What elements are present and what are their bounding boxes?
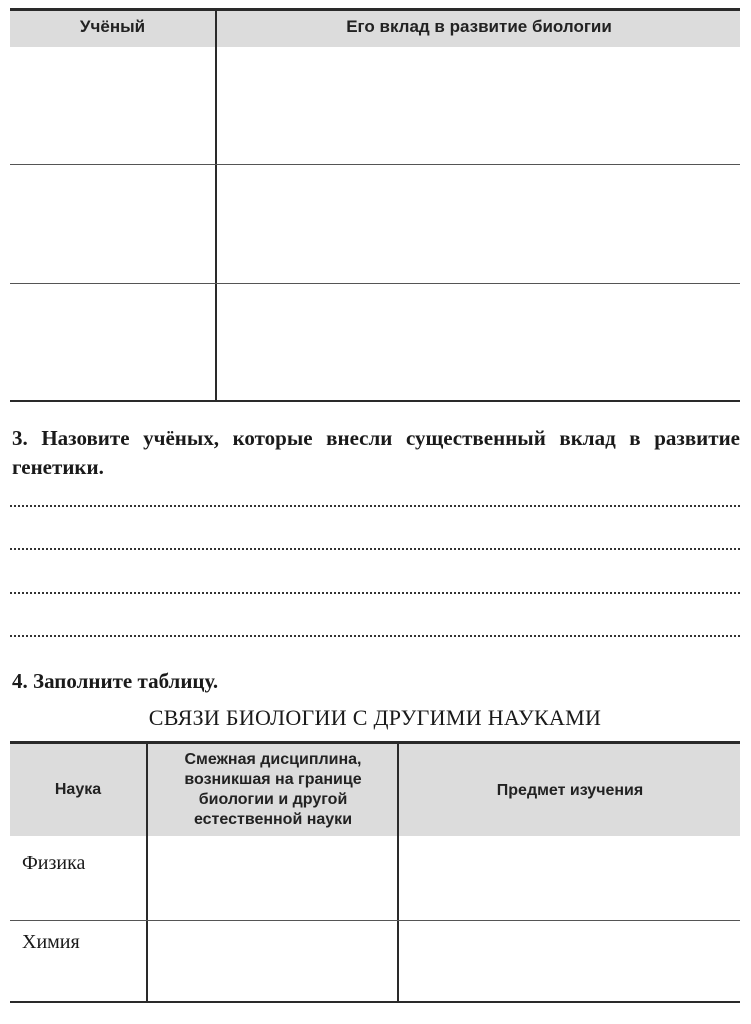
table1-column-divider (215, 8, 217, 402)
table1-bottom-border (10, 400, 740, 402)
table2-bottom-border (10, 1001, 740, 1003)
answer-line[interactable] (10, 635, 740, 637)
answer-line[interactable] (10, 592, 740, 594)
table2-title: СВЯЗИ БИОЛОГИИ С ДРУГИМИ НАУКАМИ (148, 705, 602, 730)
table2-header-science: Наука (54, 781, 102, 798)
table1-row-divider (10, 283, 740, 284)
table1-header-contribution: Его вклад в развитие биологии (346, 17, 612, 36)
table2-column-divider (146, 741, 148, 1003)
table1-header-scientist: Учёный (79, 17, 146, 36)
table2-header-discipline: Смежная дисциплина, возникшая на границе биологии и другой естественной науки (184, 751, 362, 828)
table2-row-divider (10, 920, 740, 921)
table2-header-subject: Предмет изучения (496, 782, 644, 799)
table1-row-divider (10, 164, 740, 165)
table1-header (10, 11, 740, 47)
answer-line[interactable] (10, 548, 740, 550)
table2-cell-physics: Физика (22, 852, 86, 874)
question3-text: 3. Назовите учёных, которые внесли существенный вклад в развитие генетики. (12, 426, 740, 479)
table2-column-divider (397, 741, 399, 1003)
answer-line[interactable] (10, 505, 740, 507)
table2-header (10, 744, 740, 836)
table2-cell-chemistry: Химия (22, 931, 80, 953)
question4-text: 4. Заполните таблицу. (12, 669, 219, 693)
